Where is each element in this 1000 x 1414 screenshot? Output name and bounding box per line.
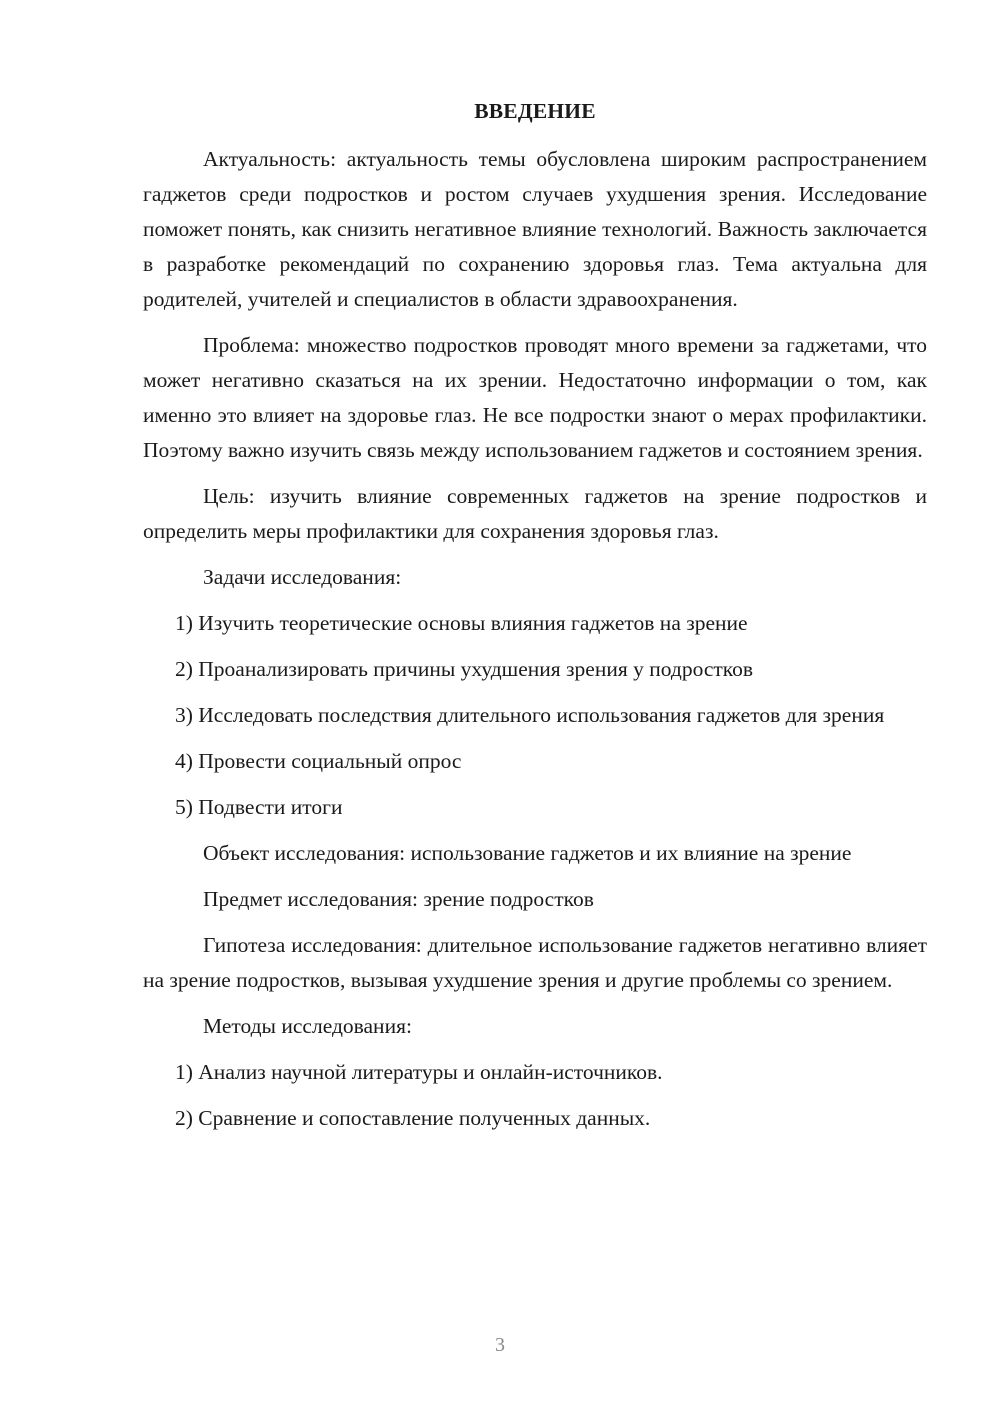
relevance-paragraph: Актуальность: актуальность темы обусловлена широким распространением гаджетов среди подростков и ростом случаев ухудшения зрения. Исследование поможет понять, как снизить негативное влияние технологий. Важность заключается в разработке рекомендаций по сохранению здоровья глаз. Тема актуальна для родителей, учителей и специалистов в области здравоохранения. [143, 147, 927, 311]
page-number: 3 [495, 1334, 505, 1356]
problem-paragraph: Проблема: множество подростков проводят много времени за гаджетами, что может негативно сказаться на их зрении. Недостаточно информации о том, как именно это влияет на здоровье глаз. Не все подростки знают о мерах профилактики. Поэтому важно изучить связь между использованием гаджетов и состоянием зрения. [143, 333, 927, 462]
task-item-2: 2) Проанализировать причины ухудшения зрения у подростков [175, 657, 754, 681]
task-item-3: 3) Исследовать последствия длительного использования гаджетов для зрения [175, 703, 885, 727]
document-page [143, 96, 927, 1147]
tasks-heading: Задачи исследования: [203, 565, 402, 589]
method-item-2: 2) Сравнение и сопоставление полученных данных. [175, 1106, 651, 1130]
object-paragraph: Объект исследования: использование гаджетов и их влияние на зрение [203, 841, 852, 865]
methods-heading: Методы исследования: [203, 1014, 412, 1038]
hypothesis-paragraph: Гипотеза исследования: длительное использование гаджетов негативно влияет на зрение подростков, вызывая ухудшение зрения и другие проблемы со зрением. [143, 933, 927, 992]
goal-paragraph: Цель: изучить влияние современных гаджетов на зрение подростков и определить меры профилактики для сохранения здоровья глаз. [143, 484, 927, 543]
method-item-1: 1) Анализ научной литературы и онлайн-источников. [175, 1060, 663, 1084]
section-title: ВВЕДЕНИЕ [474, 99, 596, 123]
task-item-4: 4) Провести социальный опрос [175, 749, 462, 773]
subject-paragraph: Предмет исследования: зрение подростков [203, 887, 594, 911]
task-item-5: 5) Подвести итоги [175, 795, 343, 819]
task-item-1: 1) Изучить теоретические основы влияния гаджетов на зрение [175, 611, 748, 635]
